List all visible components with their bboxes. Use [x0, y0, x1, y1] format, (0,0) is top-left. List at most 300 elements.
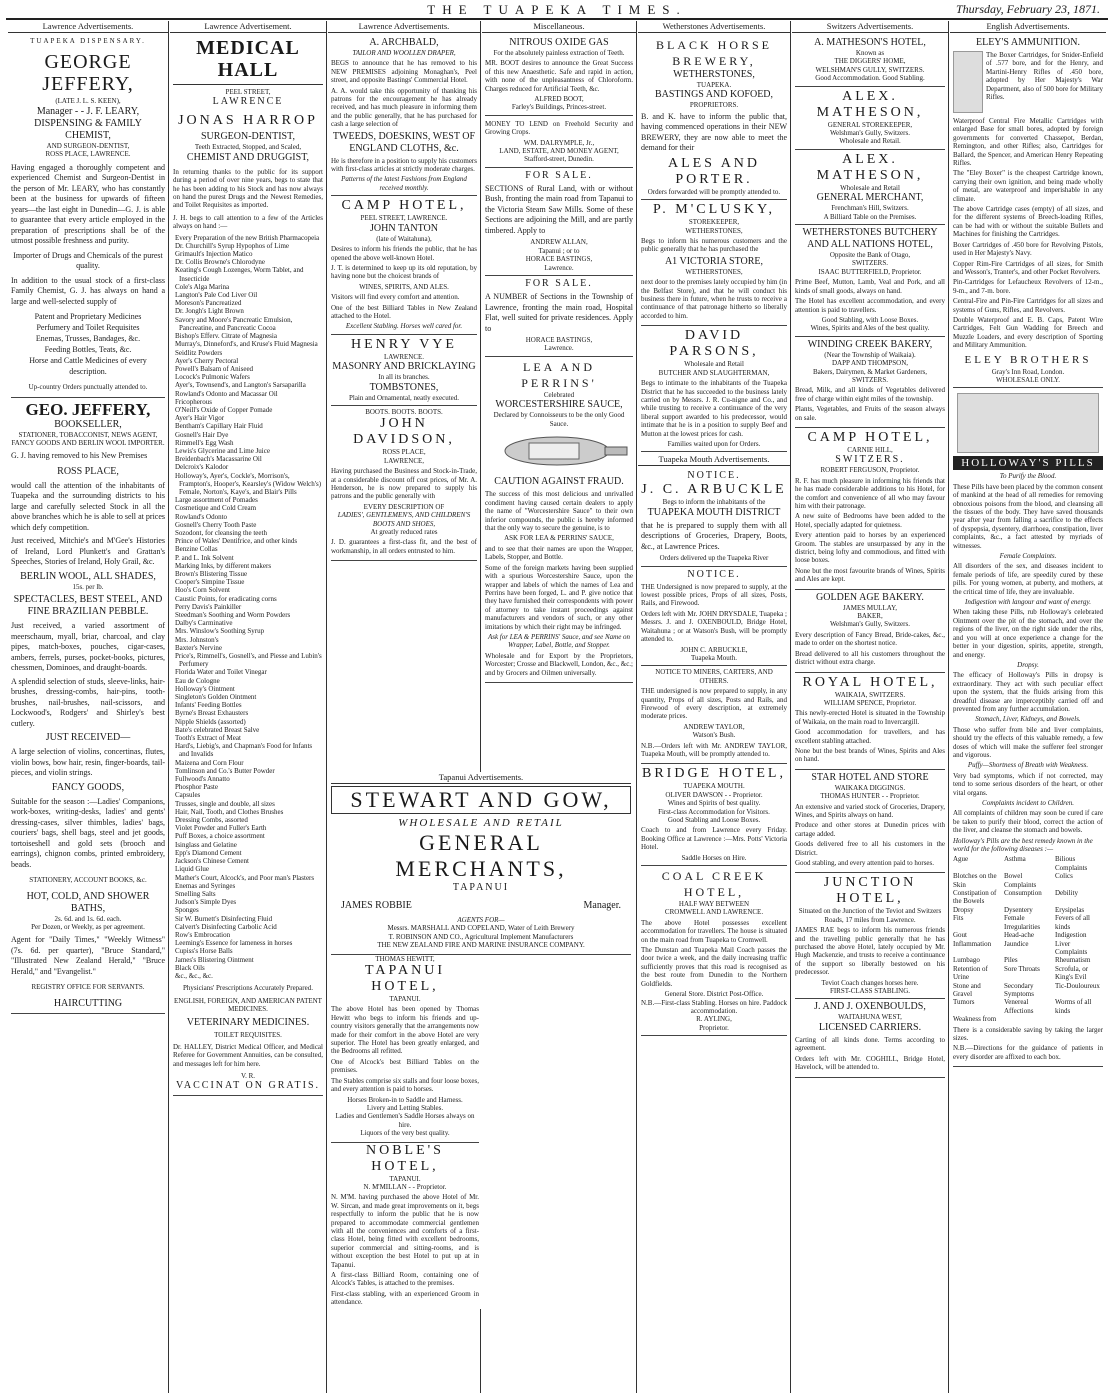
ross-place: ROSS PLACE,: [57, 465, 119, 477]
harrop-attention: J. H. begs to call attention to a few of the Articles always on hand :—: [173, 213, 323, 231]
female-body: All disorders of the sex, and diseases incident to female periods of life, are speedily cured by these pills. For young women, at puberty, and mothers, at the critical time of life, they are invaluable.: [953, 562, 1103, 596]
camp-body-3: Visitors will find every comfort and attention.: [331, 293, 460, 302]
list-item: Cosmetique and Cold Cream: [175, 504, 257, 513]
nobles-title: NOBLE'S HOTEL,: [331, 1142, 479, 1175]
list-item: Rimmell's Egg Wash: [175, 438, 234, 447]
upcountry-line: Up-country Orders punctually attended to.: [28, 383, 148, 392]
list-item: Gosnell's Cherry Tooth Paste: [175, 520, 257, 529]
directions-nb: N.B.—Directions for the guidance of patients in every disorder are affixed to each box.: [953, 1044, 1103, 1061]
baths-line: HOT, COLD, AND SHOWER BATHS,: [26, 890, 150, 914]
river-orders: Orders delivered up the Tuapeka River: [659, 554, 769, 563]
carriers-line: LICENSED CARRIERS.: [818, 1021, 922, 1033]
list-item: Brown's Blistering Tissue: [175, 569, 248, 578]
list-item: Cole's Alga Marina: [175, 282, 230, 291]
column-heading: Wetherstones Advertisements.: [638, 21, 790, 33]
agent-row: Messrs. MARSHALL AND COPELAND, Water of Leith Brewery: [387, 924, 575, 933]
list-item: Cooper's Simpine Tissue: [175, 578, 245, 587]
eley-body-4: The above Cartridge cases (empty) of all sizes, and for the different systems of Breech-loading Rifles, can be had with or without the suitable Bullets and Machines for finishing the Cartridges.: [953, 205, 1103, 239]
list-item: Bentham's Capillary Hair Fluid: [175, 422, 263, 431]
bastings-name-2: HORACE BASTINGS,: [525, 336, 593, 344]
star-body: An extensive and varied stock of Groceries, Drapery, Wines, and Spirits always on hand.: [795, 802, 945, 819]
disease-item: Piles: [1004, 956, 1018, 965]
list-item: Capsules: [175, 791, 201, 800]
list-item: Horse and Cattle Medicines of every description.: [29, 356, 147, 377]
female-heading: Female Complaints.: [999, 552, 1057, 561]
eley-body-3: The "Eley Boxer" is the cheapest Cartridge known, carrying their own ignition, and being made wholly of metal, are waterproof and imperishable in any climate.: [953, 169, 1103, 203]
mcclusky-body: Begs to inform his numerous customers and the public generally that he has purchased the: [641, 237, 787, 254]
brushes-line: A splendid selection of studs, sleeve-links, hair-brushes, dressing-combs, hair-pins, tooth-brushes, nail-brushes, nail-scissors, and Lockwood's, Rodgers' and Shirley's best cutlery.: [11, 676, 165, 728]
brewery-body: B. and K. have to inform the public that, having commenced operations in their NEW BREWERY, they are now able to meet the demand for their: [641, 111, 787, 153]
stewart-gow-title: STEWART AND GOW,: [331, 786, 631, 814]
carnie-hill: CARNIE HILL,: [847, 445, 893, 454]
archbald-body-2: A. A. would take this opportunity of thanking his patrons for the encouragement he has already received, and has much pleasure in informing them and the public generally, that he has purchased for cash a large selection of: [331, 86, 477, 129]
section-heading: Tuapeka Mouth Advertisements.: [638, 454, 790, 466]
disease-item: Liver Complaints: [1055, 939, 1088, 956]
list-item: Rowland's Odonto and Macassar Oil: [175, 389, 278, 398]
list-item: P. and L. Ink Solvent: [175, 553, 234, 562]
disease-item: Fevers of all kinds: [1055, 914, 1090, 931]
cartridge-box-illustration: [953, 51, 983, 113]
harrop-body: In returning thanks to the public for its support during a period of over nine years, begs to state that he has been adding to his Stock and has now always on hand the purest Drugs and the Newest Remedies, and Toilet Requisites as imported.: [173, 167, 323, 210]
sauce-bottle-illustration: [489, 428, 629, 474]
nitrous-ad: [485, 35, 633, 116]
notice-title: NOTICE.: [687, 470, 741, 482]
column-divider: [636, 21, 637, 1393]
list-item: Leeming's Essence for lameness in horses: [175, 939, 293, 948]
list-item: Fullwood's Annatto: [175, 775, 230, 784]
list-item: Feeding Bottles, Teats, &c.: [44, 345, 132, 355]
parsons-body: Begs to intimate to the inhabitants of the Tuapeka District that he has succeeded to the business lately carried on by Messrs. J. R. Cu-nigne and Co., and while trusting to receive a continuance of the very liberal support awarded to his predecessor, would intimate that he is in a position to supply Beef and Mutton at the lowest prices for cash.: [641, 379, 787, 438]
list-item: Savory and Moore's Pancreatic Emulsion, Pancreatine, and Pancreatic Cocoa: [175, 315, 293, 332]
bastings-town-2: Lawrence.: [544, 344, 574, 353]
list-item: O'Neill's Oxide of Copper Pomade: [175, 405, 273, 414]
lea-perrins-ad: [485, 357, 633, 683]
taylor-name: ANDREW TAYLOR,: [683, 722, 745, 731]
patent-medicines-line: ENGLISH, FOREIGN, AND AMERICAN PATENT MEDICINES.: [174, 996, 322, 1013]
column-lawrence-2: [170, 21, 326, 1393]
dispensary-title: TUAPEKA DISPENSARY.: [30, 37, 146, 45]
welshman-gully: Welshman's Gully, Switzers.: [830, 129, 910, 138]
list-item: Hair, Nail, Tooth, and Clothes Brushes: [175, 807, 284, 816]
boot-body: MR. BOOT desires to announce the Great Success of this new Anaesthetic. Safe and rapid in action, with none of the unpleasantness of Chloroform. Charges reduced for Artificial Teeth, &c.: [485, 59, 633, 93]
column-divider: [168, 21, 169, 1393]
taylor-nb: N.B.—Orders left with Mr. ANDREW TAYLOR, Tuapeka Mouth, will be promptly attended to.: [641, 741, 787, 758]
wholesale-only: WHOLESALE ONLY.: [995, 375, 1061, 384]
boots-line: BOOTS. BOOTS. BOOTS.: [365, 407, 443, 416]
ask-body: and to see that their names are upon the Wrapper, Labels, Stopper, and Bottle.: [485, 544, 633, 562]
oxenbould-name: J. AND J. OXENBOULDS,: [814, 1001, 926, 1013]
list-item: Delcroix's Kalodor: [175, 463, 229, 472]
star-hotel-ad: [795, 770, 945, 874]
known-line: Known as: [855, 49, 885, 57]
disease-item: Stone and Gravel: [953, 981, 981, 998]
nobles-town: TAPANUI.: [389, 1174, 421, 1183]
column-heading: Lawrence Advertisements.: [8, 21, 168, 33]
farley-line: Farley's Buildings, Princes-street.: [511, 103, 607, 112]
sale-title-2: FOR SALE.: [525, 278, 593, 289]
hewitt-body: The above Hotel has been opened by Thomas Hewitt who begs to inform his friends and up-country visitors generally that the arrangements now made for their comfort in the above Hotel are very superior. The Hotel has been greatly enlarged, and the Bedrooms all refitted.: [331, 1005, 479, 1056]
list-item: Sponges: [175, 906, 199, 915]
tapanui-hotel-town: TAPANUI.: [389, 995, 421, 1004]
spence-line: WILLIAM SPENCE, Proprietor.: [823, 698, 917, 707]
star-hotel-title: STAR HOTEL AND STORE: [811, 771, 929, 783]
late-keen: (LATE J. L. S. KEEN),: [55, 97, 121, 106]
waitahuna-line: WAITAHUNA WEST,: [838, 1013, 902, 1022]
disease-item: Dropsy: [953, 905, 974, 914]
disease-item: Debility: [1055, 889, 1078, 898]
holloway-ad: [953, 388, 1103, 1067]
stomach-body: Those who suffer from bile and liver complaints, should try the effects of this valuable remedy, a few doses of which will make the sufferer feel stronger and vigorous.: [953, 725, 1103, 759]
coal-nb: N.B.—First-class Stabling. Horses on hire. Paddock accommodation.: [641, 998, 788, 1015]
switzers-line: SWITZERS.: [852, 259, 888, 268]
sale-title: FOR SALE.: [525, 169, 593, 181]
disease-item: Erysipelas: [1055, 905, 1085, 914]
matheson-store-ad: [795, 87, 945, 150]
tweeds-line: TWEEDS, DOESKINS, WEST OF ENGLAND CLOTHS, &c.: [332, 130, 476, 154]
archbald-trade: TAILOR AND WOOLLEN DRAPER,: [352, 49, 456, 57]
bookseller-line: BOOKSELLER,: [54, 418, 122, 430]
camp-street: PEEL STREET, LAWRENCE.: [360, 214, 448, 223]
star-stabling: Good stabling, and every attention paid to horses.: [795, 859, 934, 867]
notice-title-2: NOTICE.: [687, 568, 741, 580]
billiard-line: One of the best Billiard Tables in New Zealand attached to the Hotel.: [331, 303, 477, 320]
list-item: Mrs. Johnston's: [175, 635, 219, 644]
list-item: Sir W. Burnett's Disinfecting Fluid: [175, 914, 273, 923]
physicians-line: Physicians' Prescriptions Accurately Prepared.: [183, 984, 313, 993]
jeffery-bookseller-ad: [11, 398, 165, 1014]
list-item: Keating's Cough Lozenges, Worm Tablet, and Insecticide: [175, 266, 304, 283]
wholesale-retail: Wholesale and Retail.: [839, 137, 901, 146]
list-item: Tooth's Extract of Meat: [175, 734, 241, 743]
switzers-line-2: SWITZERS.: [852, 375, 888, 384]
registry-line: REGISTRY OFFICE FOR SERVANTS.: [31, 983, 145, 992]
davidson-ad: [331, 406, 477, 561]
every-description: EVERY DESCRIPTION OF: [363, 502, 445, 511]
column-wetherstones: [638, 21, 790, 1393]
harrop-role: SURGEON-DENTIST,: [201, 131, 295, 143]
diggers-home: THE DIGGERS' HOME,: [834, 57, 906, 66]
list-item: Eau de Cologne: [175, 676, 220, 685]
camp-hotel-carnie-ad: [795, 428, 945, 590]
millan-line: N. M'MILLAN - - Proprietor.: [363, 1182, 447, 1191]
tombstones-line: TOMBSTONES,: [369, 381, 439, 393]
eley-body-9: Double Waterproof and E. B. Caps, Patent Wire Cartridges, Felt Gun Wadding for Breech and Muzzle Loaders, and every description of Sporting and Military Ammunition.: [953, 315, 1103, 350]
vye-town: LAWRENCE.: [383, 352, 425, 361]
coal-body-2: The Dunstan and Tuapeka Mail Coach passes the door twice a week, and the daily increasing traffic sufficiently proves that this road is recognised as the best route from Dunedin to the Northern Goldfields.: [641, 946, 787, 988]
victoria-store: A1 VICTORIA STORE,: [664, 255, 764, 267]
ladies-line: LADIES', GENTLEMEN'S, AND CHILDREN'S BOOTS AND SHOES,: [337, 511, 471, 528]
ayling-role: Proprietor.: [699, 1023, 729, 1032]
list-item: Judson's Simple Dyes: [175, 898, 237, 907]
mcclusky-name: P. M'CLUSKY,: [653, 202, 775, 218]
children-body: All complaints of children may soon be cured if care be taken to purify their blood, correct the action of the liver, and cleanse the stomach and bowels.: [953, 809, 1103, 835]
list-item: Ayer's Hair Vigor: [175, 414, 225, 423]
indigestion-heading: Indigestion with langour and want of energy.: [965, 598, 1091, 607]
list-item: Holloway's Ointment: [175, 684, 235, 693]
disease-item: Dysentery: [1004, 905, 1033, 914]
bridge-saddle: Saddle Horses on Hire.: [681, 853, 747, 862]
disease-item: Indigestion: [1055, 931, 1087, 940]
parsons-name: DAVID PARSONS,: [669, 328, 759, 360]
fancy-goods: FANCY GOODS,: [51, 781, 125, 793]
money-ad: [485, 116, 633, 168]
jeffery-name: GEORGE JEFFERY,: [42, 51, 134, 96]
stationer-line: STATIONER, TOBACCONIST, NEWS AGENT, FANCY GOODS AND BERLIN WOOL IMPORTER.: [11, 430, 165, 447]
list-item: Epp's Diamond Cement: [175, 848, 242, 857]
camp-hotel-ad: [331, 196, 477, 334]
tanton-late: (late of Waitahuna),: [376, 234, 432, 243]
diggings-line: WAIKAKA DIGGINGS.: [834, 783, 906, 792]
firstclass-line: FIRST-CLASS STABLING.: [829, 987, 911, 996]
bread-delivered: Bread delivered to all his customers throughout the district without extra charge.: [795, 649, 945, 667]
diseases-grid: [953, 855, 1103, 1023]
lea-perrins-title: LEA AND PERRINS': [521, 359, 597, 390]
sale-ad: [485, 168, 633, 276]
alex-matheson: ALEX. MATHESON,: [816, 88, 924, 120]
column-heading: Lawrence Advertisements.: [328, 21, 480, 33]
vaccination-line: VACCINAT ON GRATIS.: [175, 1080, 321, 1092]
column-english: [950, 21, 1106, 1393]
eley-brothers: ELEY BROTHERS: [964, 353, 1092, 366]
goods-line: Goods delivered free to all his customers in the District.: [795, 840, 945, 857]
eley-body-8: Central-Fire and Pin-Fire Cartridges for all sizes and systems of Guns, Rifles, and Revolvers.: [953, 297, 1103, 314]
disease-item: Inflammation: [953, 939, 992, 948]
ferguson-line: ROBERT FERGUSON, Proprietor.: [820, 466, 920, 475]
general-storekeeper: GENERAL STOREKEEPER,: [827, 120, 913, 129]
list-item: Grimault's Injection Matico: [175, 250, 253, 259]
vye-ad: [331, 335, 477, 406]
arbuckle-place: Tuapeka Mouth.: [690, 653, 738, 662]
dalrymple-name: WM. DALRYMPLE, Jr.,: [523, 138, 595, 147]
storekeeper-line: STOREKEEPER,: [688, 218, 740, 227]
archbald-name: A. ARCHBALD,: [369, 37, 439, 48]
general-merchants: GENERAL MERCHANTS,: [395, 830, 567, 881]
list-item: Ayer's, Townsend's, and Langton's Sarsaparilla: [175, 381, 306, 390]
list-item: Fricopherous: [175, 397, 212, 406]
stafford-line: Stafford-street, Dunedin.: [524, 155, 594, 164]
cogill-line: Orders left with Mr. COGHILL, Bridge Hotel, Havelock, will be attended to.: [795, 1054, 945, 1072]
disease-item: Jaundice: [1004, 939, 1029, 948]
list-item: Powell's Balsam of Aniseed: [175, 364, 254, 373]
nitrous-sub: For the absolutely painless extraction of Teeth.: [493, 49, 625, 57]
eley-title: ELEY'S AMMUNITION.: [975, 37, 1081, 48]
halley-line: Dr. HALLEY, District Medical Officer, and Medical Referee for Government Annuities, can be consulted, and messages left for him here.: [173, 1042, 323, 1068]
puffy-heading: Puffy—Shortness of Breath with Weakness.: [967, 761, 1089, 770]
miners-body: THE undersigned is now prepared to supply, in any quantity, Props of all sizes, Posts and Rails, and Firewood of every description, at extremely moderate prices.: [641, 687, 787, 721]
column-divider: [326, 21, 327, 1393]
hewitt-name: THOMAS HEWITT,: [375, 954, 435, 963]
halfway-line: HALF WAY BETWEEN: [678, 900, 750, 909]
haircutting-line: HAIRCUTTING: [53, 997, 123, 1009]
money-line: MONEY TO LEND on Freehold Security and Growing Crops.: [485, 119, 633, 137]
list-item: Ayer's Cherry Pectoral: [175, 356, 239, 365]
allan-name: ANDREW ALLAN,: [530, 238, 588, 247]
disease-item: Retention of Urine: [953, 964, 988, 982]
davidson-town: LAWRENCE,: [383, 456, 425, 465]
wetherstones-line: WETHERSTONES,: [673, 69, 755, 80]
wines-line: WINES, SPIRITS, AND ALES.: [359, 282, 449, 291]
disease-item: Bilious Complaints: [1055, 855, 1088, 872]
list-item: Large assortment of Pomades: [175, 496, 258, 505]
list-item: Dr. Churchill's Syrup Hypophos of Lime: [175, 241, 290, 250]
stabling-line: Excellent Stabling. Horses well cared for.: [345, 322, 463, 331]
disease-item: Venereal Affections: [1004, 998, 1034, 1015]
stables-line: The Stables comprise six stalls and four loose boxes, and every attention is paid to horses.: [331, 1076, 479, 1094]
agent-row: THE NEW ZEALAND FIRE AND MARINE INSURANCE COMPANY.: [377, 941, 585, 950]
royal-hotel-ad: [795, 673, 945, 770]
brewery-ad: [641, 35, 787, 200]
patterns-line: Patterns of the latest Fashions from England received monthly.: [341, 175, 467, 192]
dapp-thompson: DAPP AND THOMPSON,: [831, 359, 909, 368]
stock-list: [11, 311, 165, 377]
list-item: Baxter's Nervine: [175, 643, 222, 652]
list-item: Benzine Collas: [175, 545, 218, 554]
nobles-body: N. M'M. having purchased the above Hotel of Mr. W. Sircan, and made great improvements on it, begs respectfully to inform the public that he is now prepared to accommodate commercial gentlemen with all the conveniences and comforts of a first-class Hotel, being fitted with excellent bedrooms, superior commercial and sitting-rooms, and is without exception the best Hotel to put up at in Tapanui.: [331, 1193, 479, 1269]
stationery-line: STATIONERY, ACCOUNT BOOKS, &c.: [29, 876, 147, 885]
disease-item: Worms of all kinds: [1055, 998, 1092, 1015]
arbuckle-body-2: that he is prepared to supply them with all descriptions of Groceries, Drapery, Boots, &c., at Lawrence Prices.: [641, 520, 787, 551]
list-item: Perfumery and Toilet Requisites: [36, 323, 140, 333]
sale-ad-2: [485, 276, 633, 357]
newspaper-title: THE TUAPEKA TIMES.: [427, 2, 687, 17]
bridge-hotel-title: BRIDGE HOTEL,: [642, 766, 786, 782]
hotel-accom: The Hotel has excellent accommodation, and every attention is paid to travellers.: [795, 297, 945, 314]
list-item: James's Blistering Ointment: [175, 955, 254, 964]
list-item: Dressing Combs, assorted: [175, 816, 248, 825]
miners-title: NOTICE TO MINERS, CARTERS, AND OTHERS.: [655, 668, 773, 685]
harrop-articles: [173, 234, 323, 980]
arbuckle-ad: [641, 468, 787, 566]
bastings-town: Lawrence.: [544, 263, 574, 272]
props-body-2: Orders left with Mr. JOHN DRYSDALE, Tuapeka ; Messrs. J. and J. OXENBOULD, Bridge Hotel, Waitahuna ; or at Watson's Bush, will be promptly attended to.: [641, 609, 787, 644]
mcclusky-ad: [641, 200, 787, 326]
frenchman-hill: Frenchman's Hill, Switzers.: [831, 204, 909, 213]
butcher-line: BUTCHER AND SLAUGHTERMAN,: [658, 368, 770, 377]
disease-item: Asthma: [1004, 855, 1026, 864]
list-item: Black Oils: [175, 963, 205, 972]
disease-item: Constipation of the Bowels: [953, 889, 997, 906]
golden-age-title: GOLDEN AGE BAKERY.: [816, 591, 924, 603]
holloway-illustration: [957, 393, 1099, 453]
column-heading: Lawrence Advertisement.: [170, 21, 326, 33]
list-item: Jackson's Chinese Cement: [175, 857, 249, 866]
proprietors-line: PROPRIETORS.: [689, 101, 739, 110]
dawson-line: OLIVER DAWSON - - Proprietor.: [665, 790, 763, 799]
royal-hotel-title: ROYAL HOTEL,: [802, 674, 938, 690]
oxenbould-ad: [795, 999, 945, 1077]
list-item: Trusses, single and double, all sizes: [175, 799, 275, 808]
bridge-stabling: Good Stabling and Loose Boxes.: [667, 816, 761, 824]
parsons-ad: [641, 326, 787, 452]
davidson-name: JOHN DAVIDSON,: [353, 416, 455, 448]
violins-line: A large selection of violins, concertinas, flutes, violin bows, bow hair, resin, finger-boards, tail-pieces, and violin strings.: [11, 747, 165, 778]
column-heading: Switzers Advertisements.: [792, 21, 948, 33]
rates-line: At greatly reduced rates: [370, 528, 438, 537]
list-item: Dr. Collis Browne's Chlorodyne: [175, 258, 265, 267]
davidson-ross: ROSS PLACE,: [382, 448, 426, 457]
junction-hotel-ad: [795, 873, 945, 999]
medical-hall-ad: [173, 35, 323, 1096]
baths-price: 2s. 6d. and 1s. 6d. each.: [54, 914, 122, 923]
eley-body-7: Pin-Cartridges for Lefaucheux Revolvers of 12-m., 9-m., and 7-m. bore.: [953, 278, 1103, 295]
disease-item: Colics: [1055, 872, 1073, 881]
vr-mark: V. R.: [240, 1071, 256, 1080]
disease-item: Gout: [953, 931, 967, 940]
disease-item: Weakness from: [953, 1015, 997, 1024]
tapanui-town: TAPANUI: [452, 882, 510, 893]
tapanui-hotel-title: TAPANUI HOTEL,: [364, 963, 446, 995]
holloway-banner: HOLLOWAY'S PILLS: [953, 456, 1103, 470]
liquors-line: Liquors of the very best quality.: [360, 1129, 450, 1138]
nitrous-title: NITROUS OXIDE GAS: [509, 37, 609, 48]
disease-item: Tumors: [953, 998, 975, 1007]
list-item: Marking Inks, by different makers: [175, 561, 272, 570]
coal-creek-title: COAL CREEK HOTEL,: [661, 869, 767, 900]
wines-ales: Wines, Spirits and Ales of the best quality.: [810, 324, 930, 333]
list-item: Perry Davis's Painkiller: [175, 602, 242, 611]
props-body: THE Undersigned is now prepared to supply, at the lowest possible prices, Props of all sizes, Posts, Rails, and Firewood.: [641, 582, 787, 608]
nobles-groom: First-class stabling, with an experienced Groom in attendance.: [331, 1289, 479, 1307]
veterinary-line: VETERINARY MEDICINES.: [186, 1017, 310, 1029]
list-item: Byrne's Breast Exhausters: [175, 709, 249, 718]
wholesale-retail-2: Wholesale and Retail: [840, 183, 900, 192]
berlin-wool: BERLIN WOOL, ALL SHADES,: [20, 570, 156, 582]
disease-item: Head-ache: [1004, 931, 1034, 940]
column-divider: [790, 21, 791, 1393]
disease-item: Fits: [953, 914, 964, 923]
taylor-place: Watson's Bush.: [692, 731, 736, 740]
baths-dozen: Per Dozen, or Weekly, as per agreement.: [31, 923, 145, 932]
removed-line: G. J. having removed to his New Premises: [11, 451, 148, 461]
bridge-coach: Coach to and from Lawrence every Friday. Booking Office at Lawrence :—Mrs. Potts' Victoria Hotel.: [641, 826, 787, 852]
coal-creek-ad: [641, 866, 787, 1036]
alcock-line: One of Alcock's best Billiard Tables on the premises.: [331, 1057, 479, 1075]
disease-item: Rheumatism: [1055, 956, 1091, 965]
list-item: Gosnell's Hair Dye: [175, 430, 229, 439]
archbald-ad: [331, 35, 477, 196]
list-item: Rowland's Odonto: [175, 512, 228, 521]
stewart-gow-ad: [331, 786, 631, 955]
disease-item: Blotches on the Skin: [953, 872, 997, 889]
wetherstones-3: WETHERSTONES,: [685, 267, 743, 276]
list-item: Smelling Salts: [175, 889, 216, 898]
prime-line: Prime Beef, Mutton, Lamb, Veal and Pork, and all kinds of small goods, always on hand.: [795, 278, 945, 295]
suite-line: A new suite of Bedrooms have been added to the Hotel, specially adapted for quietness.: [795, 512, 945, 529]
list-item: Breidenbach's Macassarine Oil: [175, 455, 262, 464]
vye-name: HENRY VYE: [351, 336, 457, 352]
alex-matheson-2: ALEX. MATHESON,: [816, 151, 924, 183]
list-item: Nipple Shields (assorted): [175, 717, 246, 726]
manager-name: JAMES ROBBIE: [341, 900, 412, 911]
arbuckle-signature: JOHN C. ARBUCKLE,: [680, 645, 748, 654]
list-item: Isinglass and Gelatine: [175, 840, 237, 849]
bakers-line: Bakers, Dairymen, & Market Gardeners,: [812, 367, 928, 376]
jeffery-dispensary-ad: [11, 35, 165, 398]
bread-line: Bread, Milk, and all kinds of Vegetables delivered free of charge within eight miles of the township.: [795, 386, 945, 403]
butterfield-line: ISAAC BUTTERFIELD, Proprietor.: [818, 267, 922, 276]
list-item: Murray's, Dinneford's, and Kruse's Fluid Magnesia: [175, 340, 318, 349]
mullay-name: JAMES MULLAY,: [842, 603, 898, 612]
eley-body-2: Waterproof Central Fire Metallic Cartridges with enlarged Base for small bores, adopted by foreign governments for converted Chassepot, Berdan, Remington, and other Rifles; also, Cartridges for Ballard, the Spencer, and American Henry Repeating Rifles.: [953, 117, 1103, 168]
hunter-line: THOMAS HUNTER - - Proprietor.: [820, 792, 920, 801]
arbuckle-body: Begs to inform the inhabitants of the: [662, 498, 766, 507]
list-item: Violet Powder and Fuller's Earth: [175, 824, 267, 833]
camp-body-2: J. T. is determined to keep up its old reputation, by having none but the choicest brands of: [331, 263, 477, 281]
masthead-rule: [6, 18, 1108, 20]
wholesale-line: WHOLESALE AND RETAIL: [398, 817, 564, 829]
dispensing-role: DISPENSING & FAMILY CHEMIST,: [34, 117, 142, 141]
archbald-body: BEGS to announce that he has removed to his NEW PREMISES adjoining Monaghan's, Peel street, and opposite Bastings' Commercial Hotel.: [331, 59, 477, 85]
